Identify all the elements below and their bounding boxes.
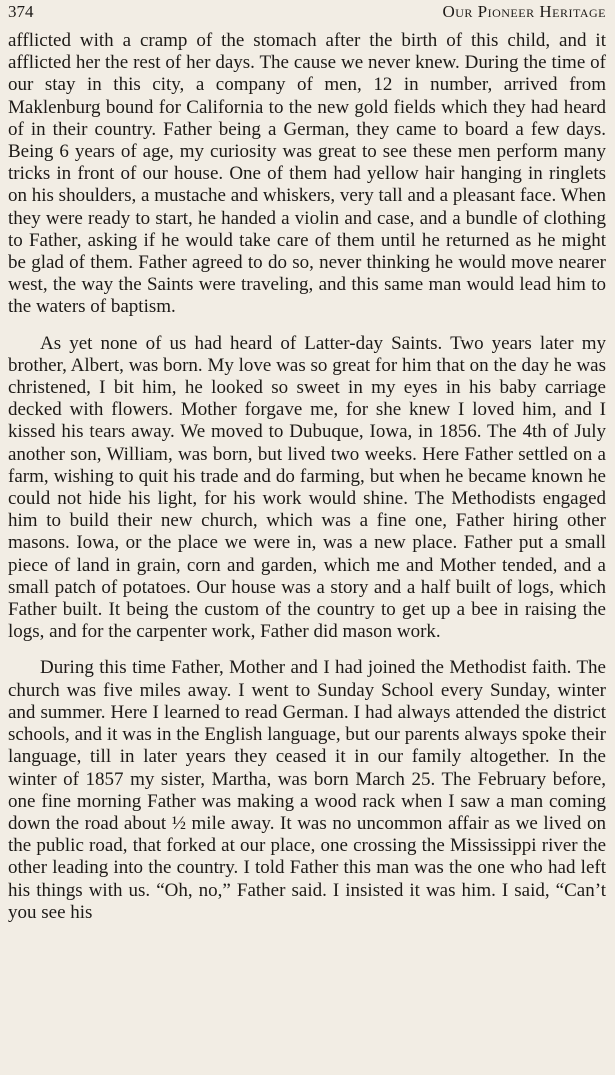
paragraph-continued: afflicted with a cramp of the stomach after the birth of this child, and it afflicted her the rest of her days. The cause we never knew. During the time of our stay in this city, a company of men, 12 in number, arrived from Maklenburg bound for California to the new gold fields which they had heard of in their country. Father being a German, they came to board a few days. Being 6 years of age, my curiosity was great to see these men perform many tricks in front of our house. One of them had yellow hair hanging in ringlets on his shoulders, a mustache and whiskers, very tall and a pleasant face. When they were ready to start, he handed a violin and case, and a bundle of clothing to Father, asking if he would take care of them until he returned as he might be glad of them. Father agreed to do so, never thinking he would move nearer west, the way the Saints were traveling, and this same man would lead him to the waters of baptism.	[8, 30, 606, 318]
paragraph-latter-day-saints: As yet none of us had heard of Latter-day Saints. Two years later my brother, Albert, was born. My love was so great for him that on the day he was christened, I bit him, he looked so sweet in my eyes in his baby carriage decked with flowers. Mother forgave me, for she knew I loved him, and I kissed his tears away. We moved to Dubuque, Iowa, in 1856. The 4th of July another son, William, was born, but lived two weeks. Here Father settled on a farm, wishing to quit his trade and do farming, but when he became known he could not hide his light, for his work would shine. The Methodists engaged him to build their new church, which was a fine one, Father hiring other masons. Iowa, or the place we were in, was a new place. Father put a small piece of land in grain, corn and garden, which me and Mother tended, and a small patch of potatoes. Our house was a story and a half built of logs, which Father built. It being the custom of the country to get up a bee in raising the logs, and for the carpenter work, Father did mason work.	[8, 332, 606, 643]
paragraph-methodist-faith: During this time Father, Mother and I had joined the Methodist faith. The church was five miles away. I went to Sunday School every Sunday, winter and summer. Here I learned to read German. I had always attended the district schools, and it was in the English language, but our parents always spoke their language, till in later years they ceased it in our family altogether. In the winter of 1857 my sister, Martha, was born March 25. The February before, one fine morning Father was making a wood rack when I saw a man coming down the road about ½ mile away. It was no uncommon affair as we lived on the public road, that forked at our place, one crossing the Mississippi river the other leading into the country. I told Father this man was the one who had left his things with us. “Oh, no,” Father said. I insisted it was him. I said, “Can’t you see his	[8, 657, 606, 923]
body-text	[8, 30, 606, 924]
running-title: Our Pioneer Heritage	[442, 2, 606, 21]
page-number: 374	[8, 2, 34, 21]
running-head	[8, 0, 606, 30]
